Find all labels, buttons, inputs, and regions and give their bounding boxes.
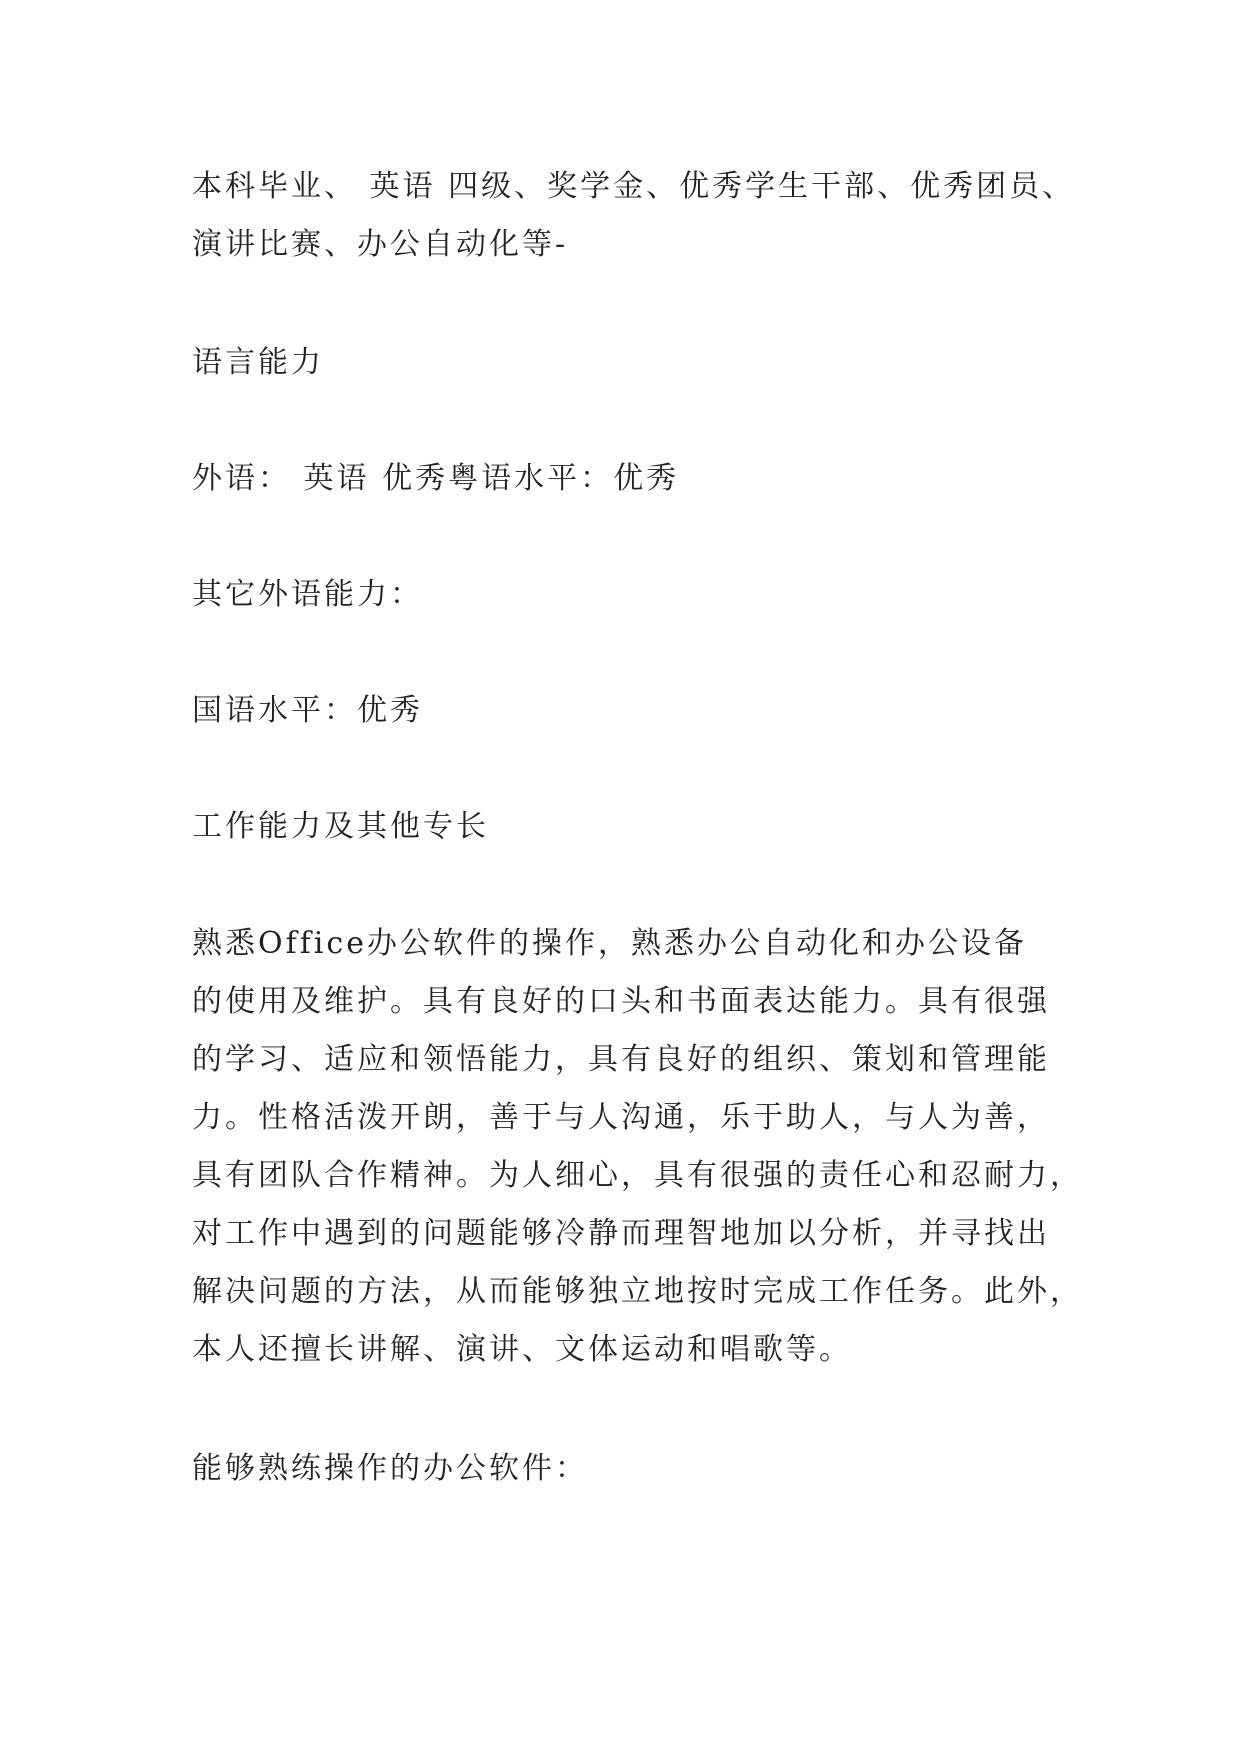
text-line: 其它外语能力： — [192, 577, 423, 612]
heading-language-ability — [192, 334, 1072, 392]
text-line: 的使用及维护。具有良好的口头和书面表达能力。具有很强 — [192, 984, 1050, 1019]
heading-work-ability — [192, 798, 1072, 856]
text-line: 工作能力及其他专长 — [192, 809, 489, 844]
text-line: 本人还擅长讲解、演讲、文体运动和唱歌等。 — [192, 1332, 852, 1367]
text-line: 能够熟练操作的办公软件： — [192, 1451, 588, 1486]
text-line: 语言能力 — [192, 345, 324, 380]
text-line: 力。性格活泼开朗，善于与人沟通，乐于助人，与人为善， — [192, 1100, 1050, 1135]
text-line: 解决问题的方法，从而能够独立地按时完成工作任务。此外， — [192, 1274, 1083, 1309]
paragraph-qualifications — [192, 158, 1076, 274]
paragraph-foreign-language — [192, 450, 1072, 508]
paragraph-office-software — [192, 1440, 1072, 1498]
text-line: 本科毕业、 英语 四级、奖学金、优秀学生干部、优秀团员、 — [192, 169, 1076, 204]
text-line: 国语水平：优秀 — [192, 693, 423, 728]
text-line: 熟悉Office办公软件的操作，熟悉办公自动化和办公设备 — [192, 926, 1027, 961]
text-line: 外语： 英语 优秀粤语水平：优秀 — [192, 461, 680, 496]
text-line: 的学习、适应和领悟能力，具有良好的组织、策划和管理能 — [192, 1042, 1050, 1077]
text-line: 具有团队合作精神。为人细心，具有很强的责任心和忍耐力， — [192, 1158, 1083, 1193]
paragraph-mandarin-level — [192, 682, 1072, 740]
text-line: 演讲比赛、办公自动化等- — [192, 227, 569, 262]
paragraph-other-languages — [192, 566, 1072, 624]
paragraph-skills-description — [192, 915, 1083, 1379]
text-line: 对工作中遇到的问题能够冷静而理智地加以分析，并寻找出 — [192, 1216, 1050, 1251]
